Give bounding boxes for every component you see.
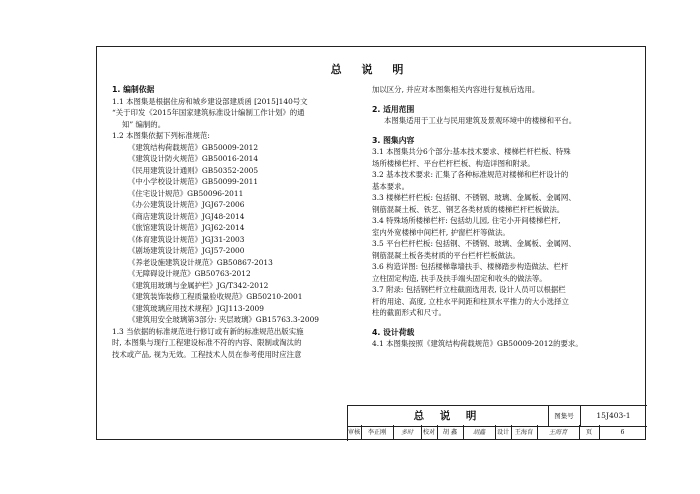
checker-name: 胡 鑫 xyxy=(442,429,458,436)
text-line: 3.4 特殊场所楼梯栏杆: 包括幼儿园, 住宅小开间楼梯栏杆, xyxy=(372,216,561,225)
text-line: 基本要求。 xyxy=(372,181,409,191)
section-heading-1: 1. 编制依据 xyxy=(112,85,155,94)
sheet-title: 总 说 明 xyxy=(348,406,549,426)
signature-row xyxy=(347,425,646,440)
designer-name: 王海育 xyxy=(514,429,534,436)
page-label: 页 xyxy=(585,429,593,436)
text-line: 3.1 本图集共分6个部分:基本技术要求、楼梯栏杆栏板、特殊 xyxy=(372,147,571,156)
right-column xyxy=(372,84,634,350)
standard-item: 《体育建筑设计规范》JGJ31-2003 xyxy=(128,234,245,244)
text-line: 技术或产品, 视为无效。工程技术人员在参考使用时应注意 xyxy=(112,349,302,359)
text-line: 室内外宽楼梯中间栏杆, 护窗栏杆等做法。 xyxy=(372,227,510,237)
text-line: 1.3 当依据的标准规范进行修订或有新的标准规范出版实施 xyxy=(112,326,304,336)
text-line: 加以区分, 并应对本图集相关内容进行复核后选用。 xyxy=(372,85,540,94)
standard-item: 《中小学校设计规范》GB50099-2011 xyxy=(128,177,259,186)
checker-signature: 胡鑫 xyxy=(472,429,486,436)
text-line: 时, 本图集与现行工程建设标准不符的内容、限制或淘汰的 xyxy=(112,338,302,347)
standard-item: 《旅馆建筑设计规范》JGJ62-2014 xyxy=(128,223,245,232)
text-line: 4.1 本图集按照《建筑结构荷载规范》GB50009-2012的要求。 xyxy=(372,339,583,348)
standard-item: 《剧场建筑设计规范》JGJ57-2000 xyxy=(128,246,245,255)
section-heading-4: 4. 设计荷载 xyxy=(372,327,415,337)
text-line: 3.6 构造详图: 包括楼梯靠墙扶手、楼梯踏步构造做法、栏杆 xyxy=(372,262,569,271)
reviewer-signature: 多时 xyxy=(400,429,414,436)
standard-item: 《办公建筑设计规范》JGJ67-2006 xyxy=(128,200,245,209)
text-line: 本图集适用于工业与民用建筑及景观环境中的楼梯和平台。 xyxy=(384,116,577,125)
left-column xyxy=(112,84,362,360)
text-line: 杆的用途、高度, 立柱水平间距和柱顶水平推力的大小选择立 xyxy=(372,296,569,306)
check-label: 校对 xyxy=(422,429,436,436)
standard-item: 《无障碍设计规范》GB50763-2012 xyxy=(128,269,251,278)
text-line: 3.7 附录: 包括钢栏杆立柱截面选用表, 设计人员可以根据栏 xyxy=(372,285,566,294)
text-line: 钢筋混凝土板各类材质的平台栏杆栏板做法。 xyxy=(372,250,520,260)
text-line: 3.3 楼梯栏杆栏板: 包括钢、不锈钢、玻璃、金属板、金属网、 xyxy=(372,193,576,202)
text-line: 1.2 本图集依据下列标准规范: xyxy=(112,131,210,140)
page-number: 6 xyxy=(620,429,625,436)
standard-item: 《建筑用玻璃与金属护栏》JG/T342-2012 xyxy=(128,280,269,290)
text-line: 3.5 平台栏杆栏板: 包括钢、不锈钢、玻璃、金属板、金属网、 xyxy=(372,239,576,248)
standard-item: 《建筑装饰装修工程质量验收规范》GB50210-2001 xyxy=(128,292,303,301)
atlas-number-label: 图集号 xyxy=(548,406,581,426)
text-line: 3.2 基本技术要求: 汇集了各种标准规范对楼梯和栏杆设计的 xyxy=(372,170,569,179)
standard-item: 《建筑结构荷载规范》GB50009-2012 xyxy=(128,142,259,152)
text-line: 知” 编制的。 xyxy=(122,119,166,129)
section-heading-2: 2. 适用范围 xyxy=(372,104,415,114)
design-label: 设计 xyxy=(496,429,510,436)
standard-item: 《住宅设计规范》GB50096-2011 xyxy=(128,188,244,198)
text-line: “关于印发《2015年国家建筑标准设计编制工作计划》的通 xyxy=(112,108,305,117)
review-label: 审核 xyxy=(347,429,361,436)
reviewer-name: 李正刚 xyxy=(367,429,387,436)
standard-item: 《建筑设计防火规范》GB50016-2014 xyxy=(128,154,259,163)
text-line: 1.1 本图集是根据住房和城乡建设部建质函 [2015]140号文 xyxy=(112,96,308,106)
text-line: 场所楼梯栏杆、平台栏杆栏板、构造详图和附录。 xyxy=(372,158,535,168)
standard-item: 《建筑用安全玻璃第3部分: 夹层玻璃》GB15763.3-2009 xyxy=(128,315,319,324)
page-title: 总 说 明 xyxy=(330,63,412,76)
standard-item: 《商店建筑设计规范》JGJ48-2014 xyxy=(128,211,245,221)
standard-item: 《建筑玻璃应用技术规程》JGJ113-2009 xyxy=(128,303,264,313)
standard-item: 《民用建筑设计通则》GB50352-2005 xyxy=(128,165,259,175)
section-heading-3: 3. 图集内容 xyxy=(372,135,415,145)
designer-signature: 王海育 xyxy=(548,429,568,436)
text-line: 立柱固定构造, 扶手及扶手端头固定和收头的做法等。 xyxy=(372,273,547,283)
text-line: 钢筋混凝土板、铁艺、钢艺各类材质的楼梯栏杆栏板做法。 xyxy=(372,204,565,214)
standard-item: 《养老设施建筑设计规范》GB50867-2013 xyxy=(128,257,273,267)
text-line: 柱的截面形式和尺寸。 xyxy=(372,308,446,317)
atlas-number: 15J403-1 xyxy=(596,411,631,420)
